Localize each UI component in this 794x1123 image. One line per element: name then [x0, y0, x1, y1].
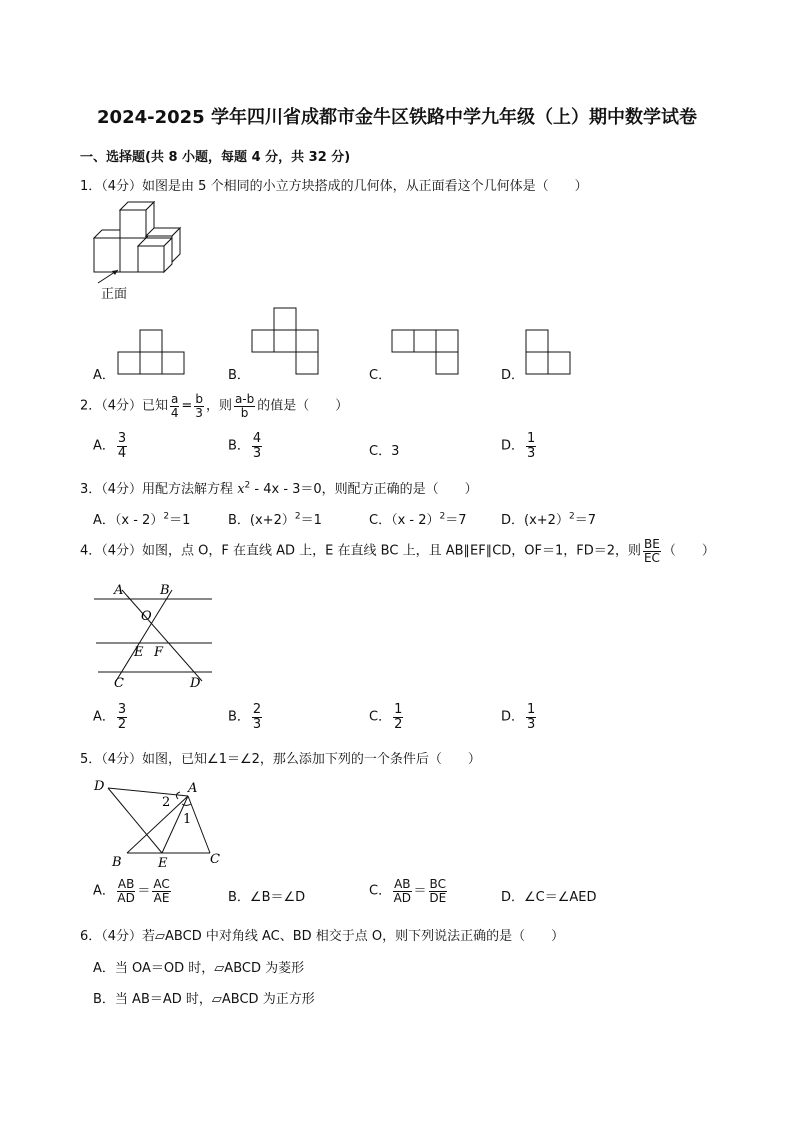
q6-stem: 6．（4分）若▱ABCD 中对角线 AC、BD 相交于点 O，则下列说法正确的是（ ） [80, 929, 565, 944]
q5-label-angle-2: 2 [162, 795, 171, 810]
q2-option-a-num: 3 [117, 431, 127, 446]
q1-option-a-figure [117, 328, 189, 378]
q5-label-a: A [188, 781, 198, 796]
q2-frac-b3-den: 3 [195, 405, 203, 420]
q4-option-a [93, 703, 129, 731]
q4-option-a-label: A． [93, 709, 115, 725]
q5-label-e: E [158, 856, 168, 870]
q3-option-d [501, 509, 596, 528]
q4-option-b-frac [252, 703, 262, 731]
q2-frac-b3-num: b [195, 392, 203, 406]
q4-label-e: E [134, 645, 144, 660]
q6-option-a: A．当 OA＝OD 时，▱ABCD 为菱形 [93, 961, 305, 976]
q1-option-a: A． [93, 368, 115, 383]
q5-option-c-frac1 [393, 878, 411, 904]
q2-suffix: 的值是（ ） [257, 398, 349, 414]
q5-option-a-frac2-num: AC [153, 877, 170, 891]
q3-option-a-exp: 2 [163, 511, 170, 522]
q3-stem-a: 3．（4分）用配方法解方程 [80, 482, 238, 497]
q4-option-b [228, 703, 264, 731]
q2-frac-ab-num: a-b [234, 392, 255, 406]
q4-tail: （ ） [662, 543, 715, 559]
q5-option-c-eq: ＝ [413, 883, 427, 899]
q5-option-c-frac2 [429, 878, 447, 904]
q3-option-d-base: D．(x+2） [501, 513, 569, 528]
q4-option-b-den: 3 [252, 716, 262, 732]
q5-option-c-frac2-den: DE [429, 890, 447, 905]
q2-option-b-frac [252, 432, 262, 460]
q2-option-b-den: 3 [252, 445, 262, 461]
q4-option-a-frac [117, 703, 127, 731]
q2-option-d-den: 3 [527, 445, 536, 461]
q5-option-b: B．∠B＝∠D [228, 890, 306, 905]
q1-option-b-figure [251, 306, 323, 378]
q6-option-b: B．当 AB＝AD 时，▱ABCD 为正方形 [93, 992, 315, 1007]
q5-option-c-frac1-num: AB [394, 877, 411, 891]
q4-frac [643, 538, 661, 564]
q1-option-c: C． [369, 368, 392, 383]
q2-stem [80, 393, 348, 419]
q4-option-d-frac [526, 703, 536, 731]
q4-option-d-num: 1 [527, 702, 536, 717]
q5-option-a-frac1 [117, 878, 135, 904]
q2-option-d-num: 1 [527, 431, 536, 446]
q4-label-f: F [154, 645, 164, 660]
q2-frac-a4 [170, 393, 179, 419]
q2-option-a-den: 4 [117, 445, 127, 461]
q2-frac-ab [234, 393, 255, 419]
q4-label-a: A [114, 583, 124, 598]
q2-frac-b3 [194, 393, 204, 419]
q3-option-c-base: C．（x - 2） [369, 513, 440, 528]
q3-option-b [228, 509, 322, 528]
q3-option-b-base: B．(x+2） [228, 513, 295, 528]
q2-frac-ab-den: b [240, 405, 249, 420]
q3-option-c-rhs: ＝7 [445, 513, 467, 528]
q2-mid: ，则 [205, 398, 232, 414]
q1-option-c-figure [391, 328, 463, 378]
q2-option-d-frac [526, 432, 536, 460]
q2-option-a-label: A． [93, 438, 115, 454]
q2-option-a [93, 432, 129, 460]
q5-option-c-frac2-num: BC [429, 877, 446, 891]
q2-option-c: C．3 [369, 444, 400, 459]
q3-option-c-exp: 2 [439, 511, 446, 522]
q3-option-a-rhs: ＝1 [169, 513, 191, 528]
q3-option-a-base: A．（x - 2） [93, 513, 164, 528]
q5-label-b: B [112, 855, 122, 870]
q2-eq: = [181, 398, 193, 414]
q4-option-c-label: C． [369, 709, 392, 725]
q5-option-d: D．∠C＝∠AED [501, 890, 597, 905]
page-title: 2024-2025 学年四川省成都市金牛区铁路中学九年级（上）期中数学试卷 [97, 107, 697, 128]
q4-option-d [501, 703, 538, 731]
q1-option-d: D． [501, 368, 525, 383]
q4-option-c-den: 2 [394, 716, 403, 732]
q5-label-c: C [210, 852, 220, 867]
q5-option-a-frac2 [152, 878, 170, 904]
q4-option-a-num: 3 [117, 702, 127, 717]
q4-frac-den: EC [643, 550, 660, 565]
q3-option-c [369, 509, 467, 528]
q4-option-c [369, 703, 405, 731]
q5-option-a-frac1-num: AB [117, 877, 135, 891]
q4-option-b-label: B． [228, 709, 250, 725]
q4-option-d-den: 3 [527, 716, 536, 732]
q2-option-d-label: D． [501, 438, 525, 454]
q5-option-c-label: C． [369, 883, 392, 899]
q3-option-b-rhs: ＝1 [300, 513, 322, 528]
q5-label-angle-1: 1 [183, 812, 192, 827]
q4-parallel-lines-figure [92, 580, 217, 692]
q4-option-b-num: 2 [252, 702, 262, 717]
q2-option-b-num: 4 [252, 431, 262, 446]
section-heading: 一、选择题(共 8 小题，每题 4 分，共 32 分) [80, 150, 351, 165]
q5-triangle-figure [92, 776, 227, 870]
q1-option-d-figure [525, 328, 575, 378]
q2-frac-a4-den: 4 [170, 405, 179, 420]
q4-label-c: C [114, 676, 124, 691]
q3-exp: 2 [244, 480, 251, 491]
q2-frac-a4-num: a [171, 392, 179, 406]
q4-label-b: B [160, 583, 170, 598]
q2-option-b [228, 432, 264, 460]
q3-option-d-rhs: ＝7 [574, 513, 596, 528]
q1-front-label: 正面 [101, 287, 128, 302]
q3-option-d-exp: 2 [568, 511, 575, 522]
q1-option-b: B． [228, 368, 250, 383]
q5-label-d: D [94, 779, 105, 794]
q4-label-d: D [190, 676, 201, 691]
q4-option-c-frac [393, 703, 403, 731]
q4-option-d-label: D． [501, 709, 525, 725]
q4-option-c-num: 1 [394, 702, 403, 717]
q5-option-a-label: A． [93, 883, 115, 899]
q2-option-b-label: B． [228, 438, 250, 454]
q3-stem-b: - 4x - 3＝0，则配方正确的是（ ） [250, 482, 478, 497]
q2-option-d [501, 432, 538, 460]
q4-stem [80, 538, 715, 564]
q5-option-a-eq: ＝ [137, 883, 151, 899]
q5-option-c-frac1-den: AD [393, 890, 412, 905]
q3-stem [80, 478, 478, 497]
q5-option-c [369, 878, 449, 904]
q5-option-a-frac1-den: AD [117, 890, 135, 905]
q3-var: x [237, 482, 245, 497]
q4-stem-text: 4．（4分）如图，点 O，F 在直线 AD 上，E 在直线 BC 上，且 AB∥EF∥CD，OF＝1，FD＝2，则 [80, 543, 642, 559]
q5-stem: 5．（4分）如图，已知∠1＝∠2，那么添加下列的一个条件后（ ） [80, 752, 481, 767]
q2-option-a-frac [117, 432, 127, 460]
q1-stem: 1．（4分）如图是由 5 个相同的小立方块搭成的几何体，从正面看这个几何体是（ ） [80, 179, 588, 194]
q2-prefix: 2．（4分）已知 [80, 398, 169, 414]
q4-frac-num: BE [644, 537, 660, 551]
q3-option-b-exp: 2 [294, 511, 301, 522]
q5-option-a-frac2-den: AE [153, 890, 170, 905]
q4-option-a-den: 2 [117, 716, 127, 732]
q3-option-a [93, 509, 190, 528]
q4-label-o: O [141, 609, 152, 624]
q5-option-a [93, 878, 173, 904]
